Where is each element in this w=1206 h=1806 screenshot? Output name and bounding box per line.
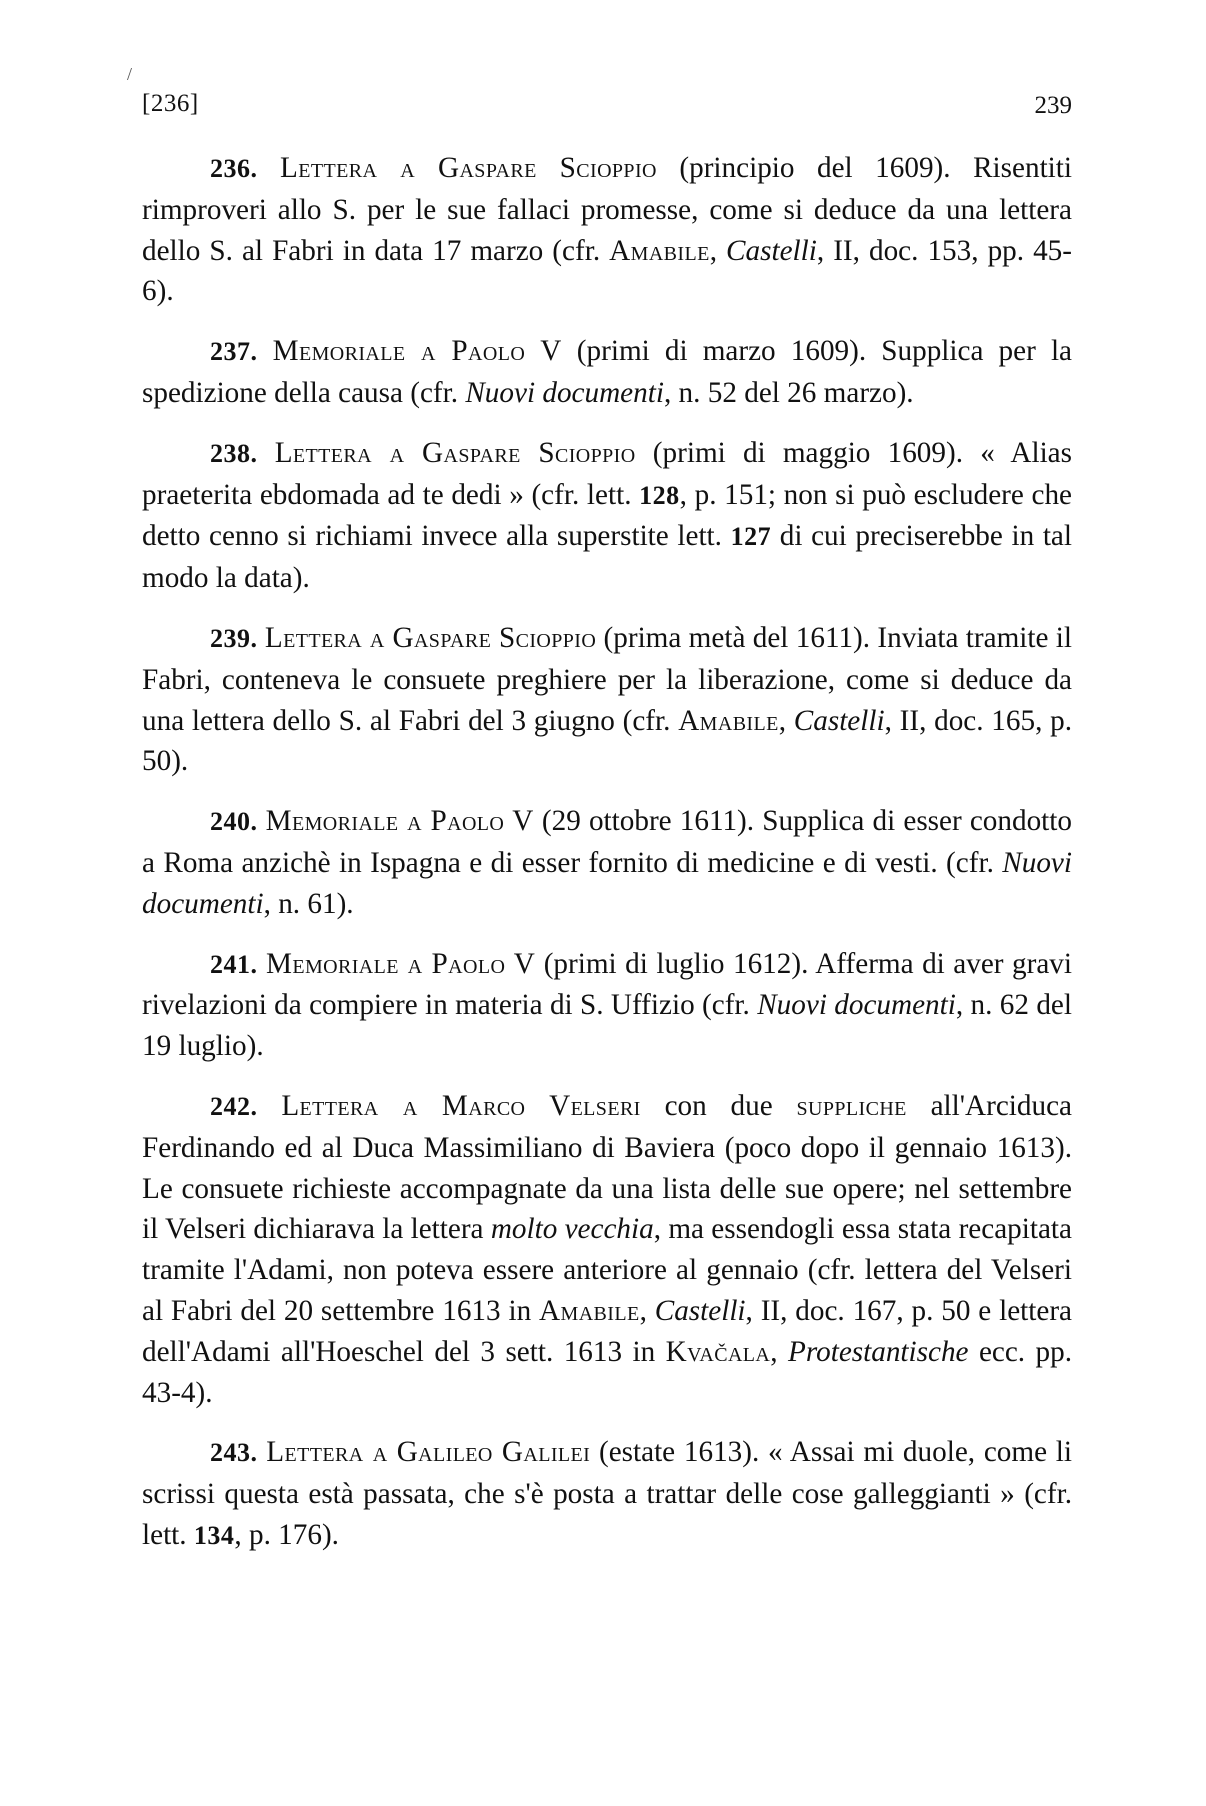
- small-caps-text: Lettera a Gaspare Scioppio: [264, 621, 597, 654]
- entry-list: [142, 148, 1072, 1557]
- entry-text: (estate 1613). « Assai mi duole, come li scrissi questa està passata, che s'è posta a trattar delle cose galleggianti » (cfr. lett.: [142, 1436, 1073, 1551]
- entry-text: (primi di luglio 1612). Afferma di aver gravi rivelazioni da compiere in materia di S. Uffizio (cfr.: [142, 947, 1072, 1022]
- running-head: [142, 78, 1072, 130]
- letter-reference: 134: [193, 1520, 235, 1550]
- small-caps-text: Lettera a Gaspare Scioppio: [280, 152, 657, 184]
- entry-text: ,: [709, 234, 727, 267]
- entry-number: 240.: [210, 807, 258, 837]
- entry-text: con due: [640, 1089, 797, 1122]
- entry-number: 241.: [210, 949, 258, 979]
- entry-238: [142, 433, 1072, 599]
- small-caps-text: Memoriale a Paolo V: [272, 335, 562, 368]
- entry-text: , II, doc. 165, p. 50).: [142, 704, 1073, 778]
- entry-number: 243.: [210, 1438, 258, 1468]
- entry-text: , ma essendogli essa stata recapitata tramite l'Adami, non poteva essere anteriore al gennaio (cfr. lettera del Velseri al Fabri del 20 settembre 1613 in: [142, 1213, 1072, 1327]
- entry-text: (primi di maggio 1609). « Alias praeterita ebdomada ad te dedi » (cfr. lett.: [142, 436, 1072, 511]
- small-caps-text: Amabile: [609, 234, 710, 267]
- entry-240: [142, 801, 1072, 924]
- small-caps-text: Lettera a Galileo Galilei: [266, 1436, 591, 1469]
- entry-number: 239.: [210, 623, 258, 653]
- entry-text: all'Arciduca Ferdinando ed al Duca Massimiliano di Baviera (poco dopo il gennaio 1613). Le consuete richieste accompagnate da una lista delle sue opere; nel settembre il Velseri dichiarava la lettera: [142, 1089, 1072, 1246]
- margin-mark: /: [127, 64, 133, 84]
- entry-text: , p. 151; non si può escludere che detto cenno si richiami invece alla superstite lett.: [142, 478, 1072, 553]
- entry-text: , p. 176).: [234, 1518, 339, 1551]
- entry-text: ,: [770, 1335, 789, 1368]
- small-caps-text: Memoriale a Paolo V: [266, 947, 536, 980]
- italic-title: Nuovi documenti: [465, 376, 664, 409]
- entry-text: , n. 52 del 26 marzo).: [663, 376, 914, 409]
- entry-239: [142, 618, 1072, 782]
- entry-237: [142, 331, 1072, 414]
- entry-number: 237.: [210, 337, 258, 367]
- document-page: [142, 78, 1072, 1778]
- entry-text: (29 ottobre 1611). Supplica di esser condotto a Roma anzichè in Ispagna e di esser fornito di medicine e di vesti. (cfr.: [142, 805, 1072, 879]
- entry-text: , n. 62 del 19 luglio).: [142, 989, 1072, 1063]
- entry-236: [142, 148, 1072, 312]
- entry-number: 242.: [210, 1091, 258, 1121]
- italic-title: Castelli: [654, 1294, 746, 1327]
- page-number: 239: [1034, 92, 1072, 119]
- entry-243: [142, 1432, 1072, 1556]
- letter-reference: 127: [730, 522, 772, 552]
- small-caps-text: Amabile: [678, 704, 779, 737]
- small-caps-text: Lettera a Gaspare Scioppio: [274, 436, 636, 469]
- small-caps-text: Lettera a Marco Velseri: [281, 1089, 641, 1122]
- italic-title: Castelli: [726, 234, 817, 267]
- small-caps-text: suppliche: [796, 1089, 907, 1122]
- entry-number: 236.: [210, 154, 258, 183]
- entry-241: [142, 944, 1072, 1067]
- entry-text: ,: [778, 704, 794, 737]
- entry-text: , II, doc. 167, p. 50 e lettera dell'Adami all'Hoeschel del 3 sett. 1613 in: [142, 1294, 1073, 1368]
- entry-242: [142, 1086, 1072, 1413]
- entry-text: (primi di marzo 1609). Supplica per la spedizione della causa (cfr.: [142, 335, 1073, 409]
- entry-text: , II, doc. 153, pp. 45-6).: [142, 234, 1072, 308]
- entry-text: (principio del 1609). Risentiti rimproveri allo S. per le sue fallaci promesse, come si deduce da una lettera dello S. al Fabri in data 17 marzo (cfr.: [142, 152, 1073, 267]
- small-caps-text: Kvačala: [665, 1335, 771, 1368]
- reference-number: [236]: [142, 90, 199, 117]
- entry-text: , n. 61).: [263, 887, 354, 920]
- entry-text: ,: [639, 1294, 655, 1327]
- italic-title: Nuovi documenti: [757, 989, 956, 1022]
- italic-title: molto vecchia: [490, 1213, 654, 1246]
- entry-text: ecc. pp. 43-4).: [142, 1335, 1073, 1409]
- letter-reference: 128: [639, 480, 680, 510]
- entry-text: (prima metà del 1611). Inviata tramite il Fabri, conteneva le consuete preghiere per la liberazione, come si deduce da una lettera dello S. al Fabri del 3 giugno (cfr.: [142, 621, 1073, 737]
- entry-text: di cui preciserebbe in tal modo la data).: [142, 520, 1072, 595]
- entry-number: 238.: [210, 438, 258, 468]
- italic-title: Castelli: [793, 704, 885, 737]
- small-caps-text: Amabile: [539, 1294, 640, 1327]
- italic-title: Nuovi documenti: [142, 846, 1072, 920]
- small-caps-text: Memoriale a Paolo V: [265, 805, 534, 838]
- italic-title: Protestantische: [788, 1335, 969, 1368]
